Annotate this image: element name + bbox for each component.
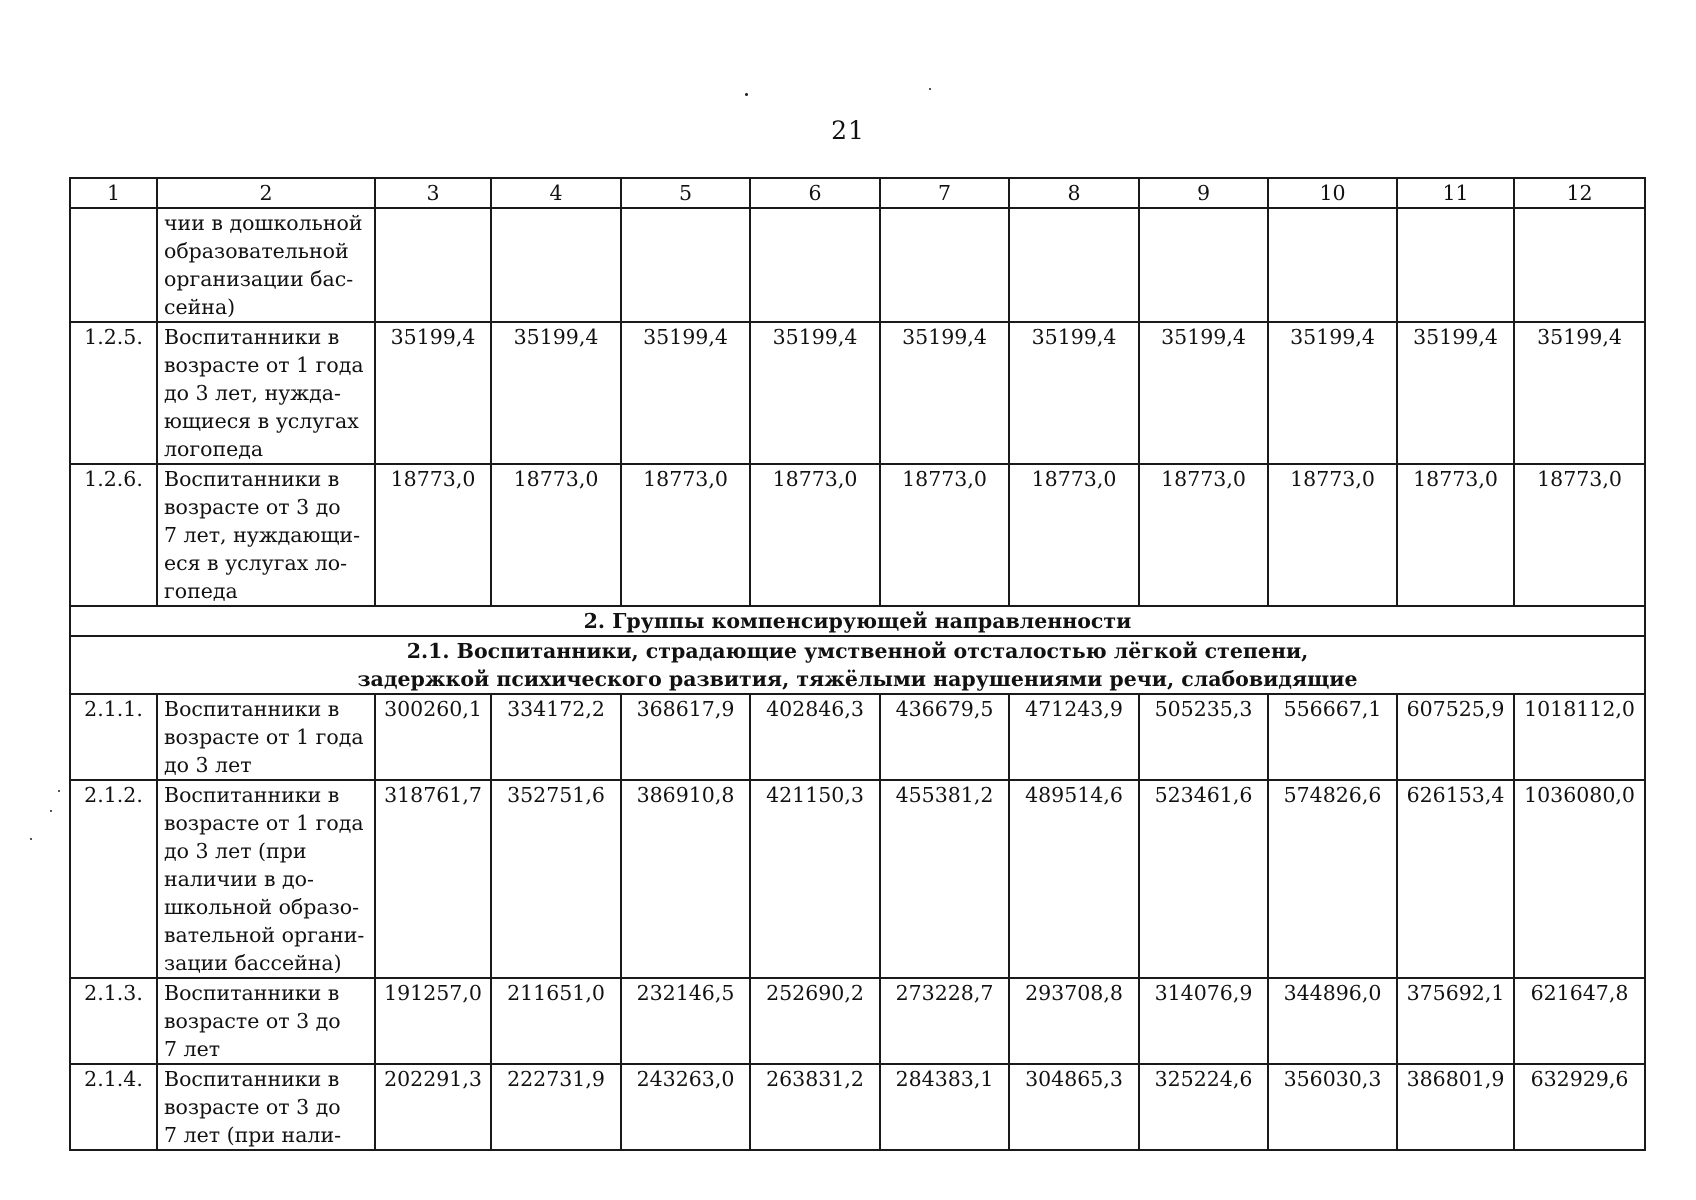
value-cell: [750, 208, 880, 322]
row-name-line: возрасте от 3 до: [164, 1095, 341, 1119]
row-number-cell: 1.2.5.: [70, 322, 157, 464]
value-cell: 35199,4: [1139, 322, 1268, 464]
value-cell: 18773,0: [1514, 464, 1645, 606]
column-number: 11: [1397, 178, 1514, 208]
value-cell: [1397, 208, 1514, 322]
value-cell: 632929,6: [1514, 1064, 1645, 1150]
value-cell: [1268, 208, 1397, 322]
value-cell: [621, 208, 750, 322]
value-cell: 252690,2: [750, 978, 880, 1064]
subsection-heading-line: 2.1. Воспитанники, страдающие умственной отсталостью лёгкой степени,: [406, 639, 1309, 663]
value-cell: 273228,7: [880, 978, 1009, 1064]
value-cell: 232146,5: [621, 978, 750, 1064]
value-cell: 455381,2: [880, 780, 1009, 978]
subsection-heading: [70, 636, 1645, 694]
row-name-line: еся в услугах ло-: [164, 551, 348, 575]
value-cell: 356030,3: [1268, 1064, 1397, 1150]
subsection-heading-row: [70, 636, 1645, 694]
row-number-cell: 2.1.1.: [70, 694, 157, 780]
page-number: 21: [831, 116, 865, 145]
row-name-cell: [157, 208, 375, 322]
value-cell: 18773,0: [621, 464, 750, 606]
value-cell: 304865,3: [1009, 1064, 1139, 1150]
value-cell: 334172,2: [491, 694, 621, 780]
value-cell: [1514, 208, 1645, 322]
column-number: 4: [491, 178, 621, 208]
section-heading: 2. Группы компенсирующей направленности: [70, 606, 1645, 636]
row-name-line: возрасте от 1 года: [164, 725, 364, 749]
row-number-cell: 2.1.2.: [70, 780, 157, 978]
row-name-line: 7 лет, нуждающи-: [164, 523, 361, 547]
row-name-line: 7 лет (при нали-: [164, 1123, 342, 1147]
value-cell: 402846,3: [750, 694, 880, 780]
row-name-line: до 3 лет (при: [164, 839, 307, 863]
column-number: 6: [750, 178, 880, 208]
column-number: 3: [375, 178, 491, 208]
value-cell: 1036080,0: [1514, 780, 1645, 978]
value-cell: 471243,9: [1009, 694, 1139, 780]
row-name-cell: [157, 322, 375, 464]
value-cell: 284383,1: [880, 1064, 1009, 1150]
row-name-line: гопеда: [164, 579, 238, 603]
value-cell: 18773,0: [375, 464, 491, 606]
row-name-line: возрасте от 1 года: [164, 811, 364, 835]
row-name-cell: [157, 978, 375, 1064]
value-cell: 386801,9: [1397, 1064, 1514, 1150]
row-name-line: сейна): [164, 295, 236, 319]
value-cell: 35199,4: [375, 322, 491, 464]
row-name-line: Воспитанники в: [164, 325, 340, 349]
column-number: 7: [880, 178, 1009, 208]
value-cell: 325224,6: [1139, 1064, 1268, 1150]
row-name-cell: [157, 464, 375, 606]
scan-speck: [58, 790, 60, 792]
column-number: 2: [157, 178, 375, 208]
row-name-line: логопеда: [164, 437, 264, 461]
value-cell: 35199,4: [750, 322, 880, 464]
value-cell: 1018112,0: [1514, 694, 1645, 780]
row-name-cell: [157, 1064, 375, 1150]
scan-speck: [30, 838, 32, 840]
value-cell: 211651,0: [491, 978, 621, 1064]
value-cell: 352751,6: [491, 780, 621, 978]
row-name-line: зации бассейна): [164, 951, 342, 975]
value-cell: 35199,4: [1268, 322, 1397, 464]
value-cell: 35199,4: [621, 322, 750, 464]
table-row: [70, 694, 1645, 780]
row-name-line: наличии в до-: [164, 867, 314, 891]
row-number-cell: 2.1.4.: [70, 1064, 157, 1150]
value-cell: 318761,7: [375, 780, 491, 978]
value-cell: [375, 208, 491, 322]
value-cell: 344896,0: [1268, 978, 1397, 1064]
value-cell: 243263,0: [621, 1064, 750, 1150]
column-number: 10: [1268, 178, 1397, 208]
row-number-cell: [70, 208, 157, 322]
value-cell: 621647,8: [1514, 978, 1645, 1064]
value-cell: 626153,4: [1397, 780, 1514, 978]
table-row-continuation: [70, 208, 1645, 322]
row-name-line: до 3 лет: [164, 753, 252, 777]
row-name-line: чии в дошкольной: [164, 211, 363, 235]
value-cell: 18773,0: [750, 464, 880, 606]
value-cell: 18773,0: [1139, 464, 1268, 606]
scan-speck: [745, 93, 748, 96]
value-cell: 35199,4: [491, 322, 621, 464]
value-cell: [491, 208, 621, 322]
value-cell: 18773,0: [880, 464, 1009, 606]
section-heading-row: [70, 606, 1645, 636]
value-cell: 191257,0: [375, 978, 491, 1064]
column-number: 1: [70, 178, 157, 208]
column-number-row: [70, 178, 1645, 208]
row-number-cell: 2.1.3.: [70, 978, 157, 1064]
value-cell: 556667,1: [1268, 694, 1397, 780]
row-name-line: Воспитанники в: [164, 981, 340, 1005]
column-number: 9: [1139, 178, 1268, 208]
row-name-line: до 3 лет, нужда-: [164, 381, 341, 405]
subsection-heading-line: задержкой психического развития, тяжёлыми нарушениями речи, слабовидящие: [357, 667, 1358, 691]
value-cell: 35199,4: [1397, 322, 1514, 464]
row-name-line: Воспитанники в: [164, 1067, 340, 1091]
value-cell: 574826,6: [1268, 780, 1397, 978]
row-name-cell: [157, 780, 375, 978]
value-cell: 386910,8: [621, 780, 750, 978]
table-row: [70, 978, 1645, 1064]
value-cell: 202291,3: [375, 1064, 491, 1150]
table-row: [70, 780, 1645, 978]
scan-speck: [929, 88, 931, 90]
value-cell: [1009, 208, 1139, 322]
tariff-table: [69, 177, 1646, 1151]
value-cell: 18773,0: [1268, 464, 1397, 606]
value-cell: 421150,3: [750, 780, 880, 978]
value-cell: 436679,5: [880, 694, 1009, 780]
value-cell: 293708,8: [1009, 978, 1139, 1064]
column-number: 12: [1514, 178, 1645, 208]
value-cell: 35199,4: [1514, 322, 1645, 464]
table-row: [70, 464, 1645, 606]
row-name-line: Воспитанники в: [164, 467, 340, 491]
value-cell: [880, 208, 1009, 322]
row-name-line: возрасте от 1 года: [164, 353, 364, 377]
scan-speck: [50, 810, 52, 812]
column-number: 5: [621, 178, 750, 208]
value-cell: 314076,9: [1139, 978, 1268, 1064]
value-cell: 18773,0: [1397, 464, 1514, 606]
table-row: [70, 1064, 1645, 1150]
value-cell: 300260,1: [375, 694, 491, 780]
row-name-line: вательной органи-: [164, 923, 365, 947]
row-name-line: школьной образо-: [164, 895, 360, 919]
value-cell: 222731,9: [491, 1064, 621, 1150]
row-name-line: 7 лет: [164, 1037, 221, 1061]
column-number: 8: [1009, 178, 1139, 208]
value-cell: 375692,1: [1397, 978, 1514, 1064]
row-name-line: ющиеся в услугах: [164, 409, 359, 433]
row-name-line: Воспитанники в: [164, 783, 340, 807]
value-cell: 368617,9: [621, 694, 750, 780]
row-number-cell: 1.2.6.: [70, 464, 157, 606]
value-cell: [1139, 208, 1268, 322]
value-cell: 35199,4: [880, 322, 1009, 464]
row-name-line: возрасте от 3 до: [164, 1009, 341, 1033]
row-name-line: Воспитанники в: [164, 697, 340, 721]
value-cell: 18773,0: [491, 464, 621, 606]
value-cell: 489514,6: [1009, 780, 1139, 978]
table-row: [70, 322, 1645, 464]
row-name-line: возрасте от 3 до: [164, 495, 341, 519]
value-cell: 505235,3: [1139, 694, 1268, 780]
value-cell: 607525,9: [1397, 694, 1514, 780]
row-name-line: организации бас-: [164, 267, 354, 291]
row-name-line: образовательной: [164, 239, 349, 263]
value-cell: 263831,2: [750, 1064, 880, 1150]
value-cell: 35199,4: [1009, 322, 1139, 464]
value-cell: 18773,0: [1009, 464, 1139, 606]
value-cell: 523461,6: [1139, 780, 1268, 978]
row-name-cell: [157, 694, 375, 780]
